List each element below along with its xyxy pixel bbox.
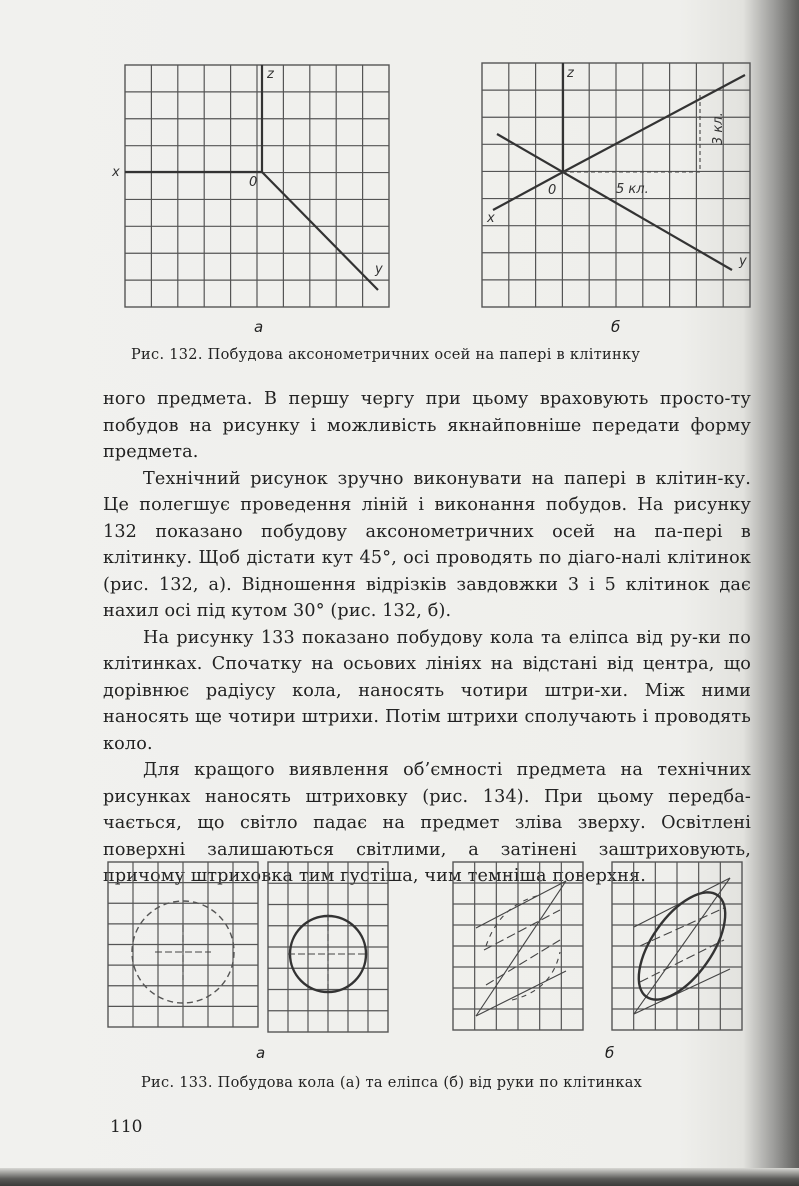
figure-132b-origin-label: 0 xyxy=(548,183,557,198)
page-number: 110 xyxy=(110,1117,143,1137)
figure-132a-z-label: z xyxy=(267,67,274,82)
figure-132b-y-label: y xyxy=(739,254,747,269)
paragraph-2: Технічний рисунок зручно виконувати на папері в клітин-ку. Це полегшує проведення ліній і виконання побудов. На рисунку 132 показано побудову аксонометричних осей на па-пері в клітинку. Щоб дістати кут 45°, осі проводять по діаго-налі клітинок (рис. 132, а). Відношення відрізків завдовжки 3 і 5 клітинок дає нахил осі під кутом 30° (рис. 132, б). xyxy=(103,468,751,621)
figure-133-caption: Рис. 133. Побудова кола (а) та еліпса (б) від руки по клітинках xyxy=(141,1075,643,1091)
figure-133b-sublabel: б xyxy=(605,1044,615,1062)
figure-132a-y-label: y xyxy=(375,262,383,277)
figure-132b-3-cells-label: 3 кл. xyxy=(711,112,726,145)
paragraph-4: Для кращого виявлення об’ємності предмета на технічних рисунках наносять штриховку (рис. 134). При цьому передба-чається, що світло падає на предмет зліва зверху. Освітлені поверхні залишаються світлими, а затінені заштриховують, причому штриховка тим густіша, чим темніша поверхня. xyxy=(103,760,751,886)
figure-132b-x-label: x xyxy=(487,211,495,226)
figure-132a-origin-label: 0 xyxy=(249,175,258,190)
figure-132-caption: Рис. 132. Побудова аксонометричних осей на папері в клітинку xyxy=(131,347,641,363)
figure-132b-5-cells-label: 5 кл. xyxy=(616,182,649,197)
figure-132a-sublabel: а xyxy=(254,318,264,336)
figure-133a-sublabel: а xyxy=(256,1044,266,1062)
paragraph-3: На рисунку 133 показано побудову кола та еліпса від ру-ки по клітинках. Спочатку на осьових лініях на відстані від центра, що дорівнює радіусу кола, наносять чотири штри-хи. Між ними наносять ще чотири штрихи. Потім штрихи сполучають і проводять коло. xyxy=(103,627,751,754)
figure-132b-sublabel: б xyxy=(611,318,621,336)
page-bottom-shadow xyxy=(0,1168,799,1186)
figure-132b-z-label: z xyxy=(567,66,574,81)
paragraph-1: ного предмета. В першу чергу при цьому враховують просто-ту побудов на рисунку і можливість якнайповніше передати форму предмета. xyxy=(103,389,751,462)
figure-132a-x-label: x xyxy=(112,165,120,180)
